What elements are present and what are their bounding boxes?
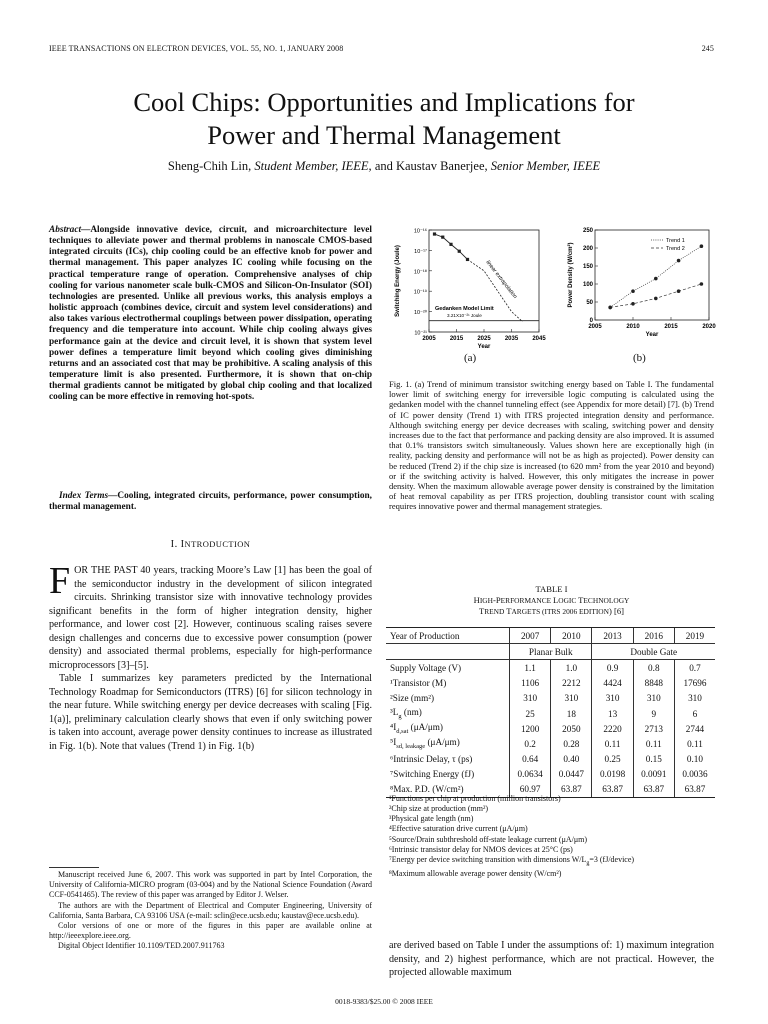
author-1: Sheng-Chih Lin, [167, 159, 252, 173]
title-line-1: Cool Chips: Opportunities and Implications for [133, 87, 635, 117]
introduction-text [49, 560, 372, 753]
footnotes [49, 870, 372, 952]
chart-a-annotation: 3.21X10⁻²¹ Joule [447, 313, 482, 318]
chart-b-point [631, 302, 635, 306]
journal-header: IEEE TRANSACTIONS ON ELECTRON DEVICES, VOL. 55, NO. 1, JANUARY 2008 [49, 44, 344, 53]
chart-b-series-line [610, 284, 701, 307]
table-cell: 1.0 [551, 660, 592, 676]
chart-b-ytick-label: 0 [589, 318, 593, 324]
table-cell: 63.87 [633, 782, 674, 798]
chart-b-point [677, 289, 681, 293]
section-number: I. [170, 539, 178, 550]
chart-b-ytick-label: 200 [582, 246, 593, 252]
chart-b-ytick-label: 100 [582, 282, 593, 288]
table-row-label: ⁷Switching Energy (fJ) [390, 769, 475, 780]
chart-b-xtick-label: 2020 [702, 324, 716, 330]
table-header-year: 2013 [592, 628, 633, 644]
table-row [386, 736, 715, 751]
chart-a-xtick-label: 2015 [449, 336, 464, 342]
chart-b-ylabel: Power Density (W/cm²) [568, 242, 574, 308]
table-row-label: $^5I_{sd, leakage}$ (μA/μm) [390, 737, 460, 751]
table-row [386, 721, 715, 736]
chart-b-ytick-label: 150 [582, 264, 593, 270]
section-title-first: I [180, 539, 185, 550]
chart-a-xlabel: Year [477, 344, 491, 350]
chart-b-point [654, 297, 658, 301]
footnote-color: Color versions of one or more of the figures in this paper are available online at http://ieeexplore.ieee.org. [49, 921, 372, 941]
table-cell: 0.8 [633, 660, 674, 676]
intro-paragraph-1: OR THE PAST 40 years, tracking Moore’s Law [1] has been the goal of the semiconductor industry in the development of silicon integrated circuits. Shrinking transistor size with innovative technology provides significant benefits in the form of higher integration density, higher performance, and lower cost [2]. However, continuous scaling raises severe design challenges and concerns due to excessive power consumption (power density) and associated thermal problems, especially for high-performance microprocessors [3]–[5]. [49, 565, 372, 671]
table-header-year: 2019 [674, 628, 715, 644]
table-note: ⁴Effective saturation drive current (μA/μm) [389, 824, 528, 834]
table-cell: 17696 [674, 676, 715, 691]
table-group-empty [386, 644, 510, 660]
chart-b-point [654, 277, 658, 281]
table-cell: 310 [551, 691, 592, 706]
footnote-doi: Digital Object Identifier 10.1109/TED.2007.911763 [58, 941, 225, 951]
table-row [386, 660, 715, 676]
chart-a-series-data [435, 234, 468, 259]
table-row [386, 752, 715, 767]
table-row-label: $^4I_{d,sat}$ (μA/μm) [390, 722, 443, 736]
table-cell: 1106 [510, 676, 551, 691]
itrs-table [386, 627, 715, 798]
table-cell: 1.1 [510, 660, 551, 676]
table-cell: 9 [633, 706, 674, 721]
table-note: ³Physical gate length (nm) [389, 814, 474, 824]
table-cell: 2744 [674, 721, 715, 736]
table-cell: 2212 [551, 676, 592, 691]
figure-1 [389, 222, 719, 372]
table-header-year: 2016 [633, 628, 674, 644]
chart-a [395, 228, 546, 351]
table-cell: 0.28 [551, 736, 592, 751]
table-group-double: Double Gate [592, 644, 715, 660]
chart-b-xtick-label: 2010 [626, 324, 640, 330]
table-cell: 0.9 [592, 660, 633, 676]
footnote-manuscript: Manuscript received June 6, 2007. This work was supported in part by Intel Corporation, the University of California-MICRO program (03-004) and by the National Science Foundation (Award CCF-0541465). The review of this paper was arranged by Editor J. Welser. [49, 870, 372, 900]
table-row [386, 767, 715, 782]
table-note: ⁶Intrinsic transistor delay for NMOS devices at 25°C (ps) [389, 844, 573, 854]
chart-b-point [608, 306, 612, 310]
table-notes [389, 794, 719, 879]
table-row-label: Supply Voltage (V) [390, 662, 462, 673]
chart-a-ytick-label: 10⁻²¹ [414, 330, 427, 337]
chart-b-point [700, 282, 704, 286]
chart-a-annotation: Gedanken Model Limit [435, 306, 494, 312]
page-number: 245 [701, 44, 714, 53]
table-cell: 0.11 [674, 736, 715, 751]
table-header-year: 2010 [551, 628, 592, 644]
abstract-lead: Abstract [49, 225, 82, 235]
table-header-year: 2007 [510, 628, 551, 644]
table-cell: 60.97 [510, 782, 551, 798]
chart-b-point [631, 289, 635, 293]
table-cell: 2220 [592, 721, 633, 736]
intro-paragraph-2: Table I summarizes key parameters predicted by the International Technology Roadmap for Semiconductors (ITRS) [6] for silicon technology in the near future. While switching energy per device decreases with scaling [Fig. 1(a)], preliminary calculation clearly shows that even if only switching power is taken into account, average power density continues to increase as illustrated in Fig. 1(b). Note that values (Trend 1) in Fig. 1(b) [49, 673, 372, 752]
chart-a-xtick-label: 2025 [477, 336, 491, 342]
chart-b-xtick-label: 2005 [588, 324, 602, 330]
author-2-role: Senior Member, IEEE [490, 159, 601, 173]
chart-a-annotation: linear extrapolation [484, 259, 518, 300]
index-terms [49, 491, 372, 513]
table-cell: 63.87 [551, 782, 592, 798]
table-cell: 0.11 [633, 736, 674, 751]
chart-a-ytick-label: 10⁻¹⁷ [414, 248, 427, 255]
table-row-label: ⁸Max. P.D. (W/cm²) [386, 782, 510, 798]
chart-a-xtick-label: 2035 [504, 336, 519, 342]
chart-a-ytick-label: 10⁻²⁰ [413, 310, 427, 317]
chart-a-ytick-label: 10⁻¹⁸ [413, 269, 427, 276]
table-cell: 0.11 [592, 736, 633, 751]
copyright-footer: 0018-9383/$25.00 © 2008 IEEE [335, 997, 433, 1006]
title-line-2: Power and Thermal Management [207, 120, 561, 150]
chart-b-legend-label: Trend 1 [666, 238, 685, 244]
section-heading [49, 539, 372, 550]
table-note: ⁷Energy per device switching transition with dimensions $W/L_g=3$ (fJ/device) [389, 854, 635, 867]
table-note: ¹Functions per chip at production (million transistors) [389, 794, 561, 803]
chart-a-xtick-label: 2045 [532, 336, 546, 342]
table-note: ⁵Source/Drain subthreshold off-state leakage current (μA/μm) [389, 834, 588, 844]
table-cell: 18 [551, 706, 592, 721]
footnote-divider [49, 867, 99, 868]
chart-b-frame [595, 230, 709, 320]
table-cell: 310 [674, 691, 715, 706]
chart-a-frame [429, 230, 539, 332]
chart-a-point [449, 243, 452, 246]
table-group-row [386, 644, 715, 660]
table-cell: 63.87 [592, 782, 633, 798]
drop-cap: F [49, 560, 71, 602]
figure-1a-label: (a) [464, 352, 477, 364]
table-row [386, 706, 715, 721]
table-cell: 310 [510, 691, 551, 706]
table-cell: 2050 [551, 721, 592, 736]
section-title-rest: NTRODUCTION [184, 539, 251, 549]
table-row-label: $^3L_g$ (nm) [390, 707, 422, 720]
table-title-line-2: TREND TARGETS (ITRS 2006 EDITION) [6] [478, 606, 624, 617]
authors [0, 159, 768, 174]
chart-a-point [433, 232, 436, 235]
chart-a-xtick-label: 2005 [422, 336, 436, 342]
chart-a-ytick-label: 10⁻¹⁶ [413, 228, 427, 235]
chart-a-ytick-label: 10⁻¹⁹ [413, 289, 427, 296]
figure-1b-label: (b) [633, 352, 646, 364]
table-cell: 0.7 [674, 660, 715, 676]
chart-b-point [700, 244, 704, 248]
author-1-role: Student Member, IEEE, [254, 159, 372, 173]
table-cell: 8848 [633, 676, 674, 691]
table-cell: 6 [674, 706, 715, 721]
table-row-label: ²Size (mm²) [390, 693, 435, 704]
chart-b-xlabel: Year [645, 332, 659, 338]
table-cell: 0.40 [551, 752, 592, 767]
chart-a-point [441, 236, 444, 239]
chart-a-point [458, 250, 461, 253]
chart-b-point [677, 259, 681, 263]
table-title-line-1: HIGH-PERFORMANCE LOGIC TECHNOLOGY [473, 595, 630, 606]
table-cell: 310 [592, 691, 633, 706]
table-cell: 0.0634 [510, 767, 551, 782]
chart-b-ytick-label: 50 [586, 300, 593, 306]
table-cell: 63.87 [674, 782, 715, 798]
chart-b-legend-label: Trend 2 [666, 246, 685, 252]
footnote-affiliation: The authors are with the Department of Electrical and Computer Engineering, University of California, Santa Barbara, CA 93106 USA (e-mail: sclin@ece.ucsb.edu; kaustav@ece.ucsb.edu). [49, 900, 372, 920]
abstract-body: —Alongside innovative device, circuit, and microarchitecture level techniques to alleviate power and thermal problems in nanoscale CMOS-based integrated circuits (ICs), chip cooling could be an effective knob for power and thermal management. This paper analyzes IC cooling while focusing on the practical temperature range of operation. Comprehensive analyses of chip cooling for various nanometer scale bulk-CMOS and Silicon-On-Insulator (SOI) technologies are presented. Unlike all previous works, this analysis employs a holistic approach (combines device, circuit and system level considerations) and also takes various electrothermal couplings between power dissipation, operating frequency and die temperature into account. While chip cooling always gives performance gain at the device and circuit level, it is shown that system level power defines a temperature limit beyond which cooling gives diminishing returns and an associated cost that may be prohibitive. A scaling analysis of this temperature limit is also presented. Furthermore, it is shown that on-chip thermal gradients cannot be mitigated by global chip cooling and that localized cooling can be more effective in removing hot-spots. [49, 225, 372, 403]
table-cell: 0.0036 [674, 767, 715, 782]
table-row-label: ¹Transistor (M) [390, 678, 447, 689]
table-cell: 4424 [592, 676, 633, 691]
author-2: and Kaustav Banerjee, [374, 159, 488, 173]
table-row [386, 691, 715, 706]
table-cell: 0.64 [510, 752, 551, 767]
table-cell: 0.2 [510, 736, 551, 751]
table-group-planar: Planar Bulk [510, 644, 592, 660]
table-header-row [386, 628, 715, 644]
table-cell: 13 [592, 706, 633, 721]
table-cell: 2713 [633, 721, 674, 736]
chart-a-ylabel: Switching Energy (Joule) [395, 245, 401, 317]
abstract [49, 225, 372, 404]
table-row [386, 676, 715, 691]
table-cell: 0.0447 [551, 767, 592, 782]
table-cell: 0.25 [592, 752, 633, 767]
index-terms-body: —Cooling, integrated circuits, performance, power consumption, thermal management. [49, 491, 372, 513]
index-terms-lead: Index Terms [59, 491, 109, 501]
table-cell: 310 [633, 691, 674, 706]
chart-b-xtick-label: 2015 [664, 324, 678, 330]
table-cell: 0.0198 [592, 767, 633, 782]
table-header-label: Year of Production [386, 628, 510, 644]
table-row-label: ⁶Intrinsic Delay, τ (ps) [390, 754, 473, 765]
chart-b [567, 228, 716, 338]
table-note: ⁸Maximum allowable average power density (W/cm²) [389, 868, 562, 878]
chart-b-ytick-label: 250 [582, 228, 593, 234]
table-cell: 1200 [510, 721, 551, 736]
table-cell: 0.0091 [633, 767, 674, 782]
table-note: ²Chip size at production (mm²) [389, 804, 488, 814]
figure-caption: Fig. 1. (a) Trend of minimum transistor switching energy based on Table I. The fundamental lower limit of switching energy for irreversible logic computing is calculated using the gedanken model with the channel tunneling effect (see Appendix for more detail) [7]. (b) Trend of IC power density (Trend 1) with ITRS projected integration density and performance. Although switching energy per device decreases with scaling, switching power and density increases due to the fact that performance and packing density are also improved. It is assumed that 0.1% transistors switch simultaneously. Values shown here are exceptionally high (in reality, packing density and performance will not be as high as projected). Power density can be reduced (Trend 2) if the chip size is increased (to 620 mm² from the year 2010 and beyond) or if the switching activity is halved. However, this only mitigates the increase in power density. When the maximum allowable average power density is constrained by the limitation of heat removal capability as per ITRS projection, doubling transistor count with scaling requires innovative power and thermal management strategies. [389, 379, 714, 512]
table-cell: 0.15 [633, 752, 674, 767]
table-cell: 25 [510, 706, 551, 721]
paper-title [0, 86, 768, 152]
table-cell: 0.10 [674, 752, 715, 767]
right-column-text: are derived based on Table I under the assumptions of: 1) maximum integration density, and 2) highest performance, which are not practical. However, the projected allowable maximum [389, 940, 714, 978]
table-label: TABLE I [535, 584, 568, 594]
table-title [389, 584, 714, 618]
